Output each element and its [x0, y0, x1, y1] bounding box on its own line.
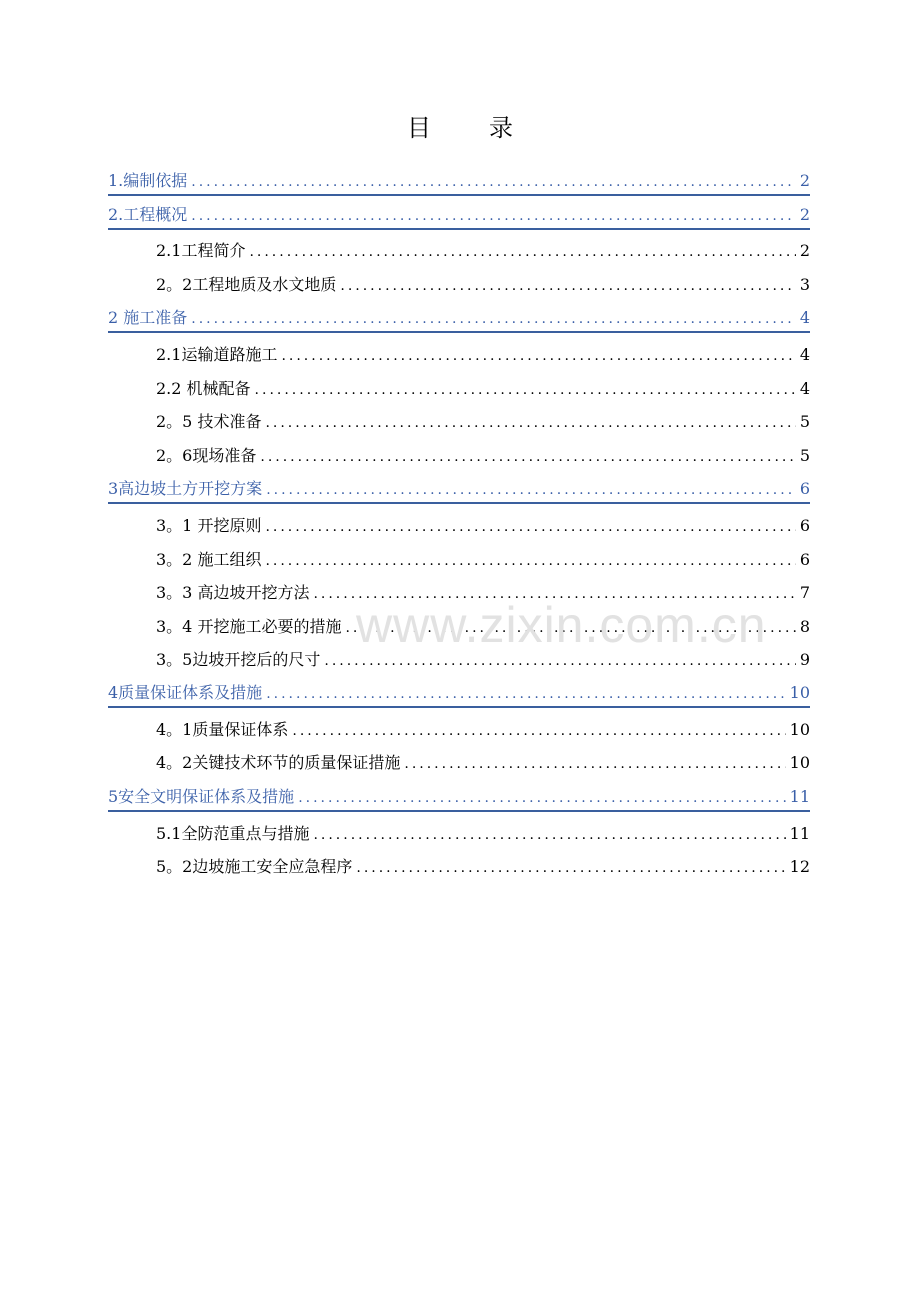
toc-entry-label: 3。4 开挖施工必要的措施 [156, 617, 342, 636]
dot-leader [298, 790, 785, 806]
toc-entry-page: 6 [799, 479, 810, 498]
toc-entry[interactable] [108, 202, 810, 230]
toc-entry[interactable] [156, 409, 810, 433]
toc-entry[interactable] [108, 168, 810, 196]
dot-leader [266, 482, 796, 498]
toc-entry[interactable] [156, 238, 810, 262]
toc-entry-label: 2.1运输道路施工 [156, 345, 278, 364]
toc-entry[interactable] [156, 750, 810, 774]
toc-title-char-1: 目 [407, 114, 431, 142]
dot-leader [324, 653, 795, 669]
toc-entry-label: 3。1 开挖原则 [156, 516, 262, 535]
toc-entry-page: 10 [789, 753, 810, 772]
toc-entry[interactable] [108, 784, 810, 812]
toc-entry-label: 2。6现场准备 [156, 446, 257, 465]
toc-entry-page: 2 [799, 205, 810, 224]
dot-leader [260, 449, 795, 465]
dot-leader [404, 756, 785, 772]
toc-entry[interactable] [156, 376, 810, 400]
dot-leader [356, 860, 785, 876]
dot-leader [340, 278, 795, 294]
toc-entry[interactable] [156, 272, 810, 296]
toc-title-char-2: 录 [489, 114, 513, 142]
toc-entry-label: 2.2 机械配备 [156, 379, 251, 398]
toc-entry[interactable] [156, 821, 810, 845]
toc-entry-label: 2 施工准备 [108, 308, 188, 327]
toc-entry-label: 3。5边坡开挖后的尺寸 [156, 650, 321, 669]
toc-entry-page: 12 [789, 857, 810, 876]
toc-entry-label: 3。3 高边坡开挖方法 [156, 583, 310, 602]
toc-title [0, 108, 920, 143]
toc-entry-label: 2。5 技术准备 [156, 412, 262, 431]
toc-entry-page: 2 [799, 171, 810, 190]
dot-leader [191, 208, 796, 224]
toc-entry-page: 10 [789, 720, 810, 739]
toc-entry-page: 6 [799, 550, 810, 569]
toc-entry-page: 11 [789, 824, 810, 843]
dot-leader [265, 415, 795, 431]
toc-entry-page: 4 [799, 345, 810, 364]
toc-entry-label: 4质量保证体系及措施 [108, 683, 263, 702]
toc-entry-label: 4。2关键技术环节的质量保证措施 [156, 753, 401, 772]
toc-entry-page: 4 [799, 308, 810, 327]
toc-entry-page: 3 [799, 275, 810, 294]
dot-leader [281, 348, 795, 364]
toc-entry[interactable] [108, 680, 810, 708]
dot-leader [265, 553, 795, 569]
dot-leader [266, 686, 785, 702]
toc-entry-page: 5 [799, 412, 810, 431]
toc-entry-page: 9 [799, 650, 810, 669]
toc-entry-page: 10 [789, 683, 810, 702]
dot-leader [255, 382, 796, 398]
toc-entry-label: 4。1质量保证体系 [156, 720, 289, 739]
toc-entry-label: 3。2 施工组织 [156, 550, 262, 569]
toc-entry[interactable] [156, 513, 810, 537]
toc-entry-page: 2 [799, 241, 810, 260]
toc-entry-label: 2.工程概况 [108, 205, 188, 224]
toc-entry-label: 2。2工程地质及水文地质 [156, 275, 337, 294]
dot-leader [191, 174, 796, 190]
toc-entry-page: 11 [789, 787, 810, 806]
toc-entry[interactable] [156, 547, 810, 571]
watermark: www.zixin.com.cn [356, 597, 767, 653]
toc-entry[interactable] [156, 342, 810, 366]
toc-entry-label: 5。2边坡施工安全应急程序 [156, 857, 353, 876]
toc-entry[interactable] [156, 443, 810, 467]
toc-entry-page: 5 [799, 446, 810, 465]
dot-leader [313, 827, 785, 843]
toc-entry-label: 2.1工程简介 [156, 241, 246, 260]
toc-entry[interactable] [156, 854, 810, 878]
dot-leader [265, 519, 795, 535]
toc-entry-page: 4 [799, 379, 810, 398]
toc-entry-page: 7 [799, 583, 810, 602]
toc-entry-label: 1.编制依据 [108, 171, 188, 190]
dot-leader [292, 723, 785, 739]
dot-leader [249, 244, 795, 260]
toc-entry[interactable] [156, 717, 810, 741]
toc-entry-page: 8 [799, 617, 810, 636]
toc-entry-label: 3高边坡土方开挖方案 [108, 479, 263, 498]
toc-entry[interactable] [108, 476, 810, 504]
toc-entry-label: 5.1全防范重点与措施 [156, 824, 310, 843]
toc-entry[interactable] [108, 305, 810, 333]
toc-entry-label: 5安全文明保证体系及措施 [108, 787, 295, 806]
dot-leader [191, 311, 796, 327]
toc-entry-page: 6 [799, 516, 810, 535]
